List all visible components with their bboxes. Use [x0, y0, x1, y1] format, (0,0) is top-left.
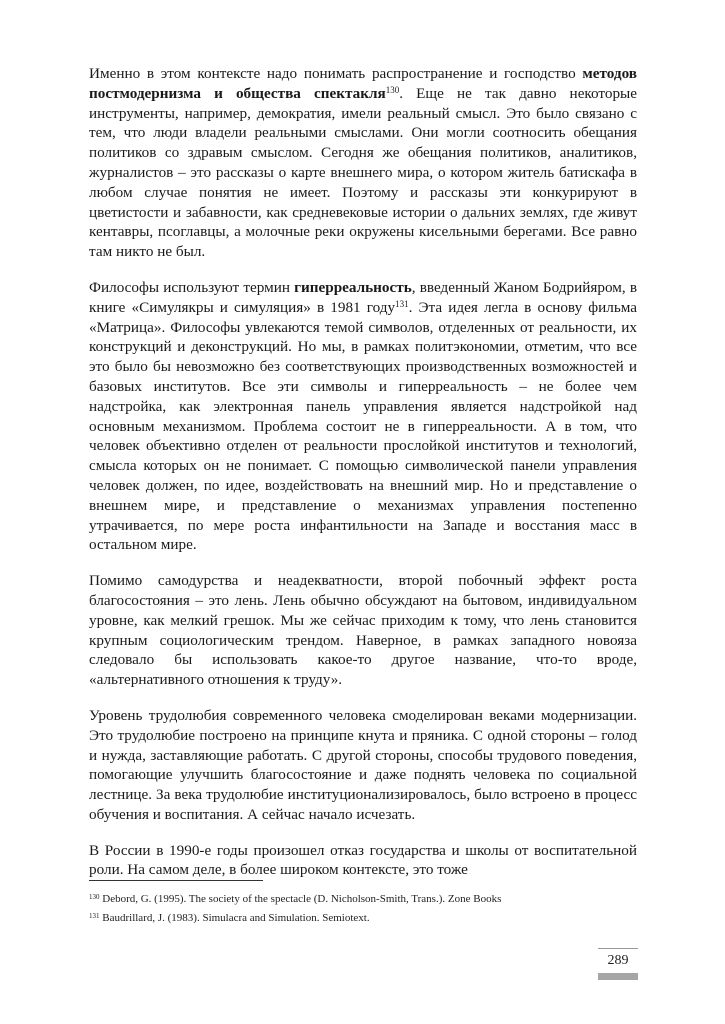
- paragraph-5: В России в 1990-е годы произошел отказ государства и школы от воспитательной роли. На самом деле, в более широком контексте, это тоже: [89, 841, 637, 879]
- footnotes: [89, 890, 637, 928]
- footnote-ref-130[interactable]: 130: [385, 84, 400, 95]
- page-number-rule: [598, 948, 638, 949]
- main-text: [89, 64, 637, 896]
- paragraph-1: Именно в этом контексте надо понимать распространение и господство методов постмодернизма и общества спектакля$^{130}$. Еще не так давно некоторые инструменты, например, демократия, имели реальный смысл. Это было связано с тем, что люди владели реальными смыслами. Они могли соотносить обещания политиков со здравым смыслом. Сегодня же обещания политиков, аналитиков, журналистов – это рассказы о карте внешнего мира, о котором житель батискафа в любом случае понятия не имеет. Поэтому и рассказы эти конкурируют в цветистости и забавности, как средневековые истории о дальних землях, где живут кентавры, псоглавцы, а молочные реки окружены кисельными берегами. Все равно там никто не был.: [89, 65, 637, 261]
- paragraph-4: Уровень трудолюбия современного человека смоделирован веками модернизации. Это трудолюбие построено на принципе кнута и пряника. С одной стороны – голод и нужда, заставляющие работать. С другой стороны, способы трудового поведения, помогающие улучшить благосостояние и даже поднять человека по социальной лестнице. За века трудолюбие институционализировалось, было встроено в процесс обучения и воспитания. А сейчас начало исчезать.: [89, 706, 637, 823]
- footnote-130: $^{130}$ Debord, G. (1995). The society of the spectacle (D. Nicholson-Smith, Trans.). Zone Books: [89, 893, 502, 905]
- page-number: 289: [607, 953, 629, 968]
- footnote-ref-131[interactable]: 131: [395, 298, 409, 309]
- footnote-divider: [89, 880, 263, 881]
- page-number-bar: [598, 973, 638, 980]
- bold-term-postmodernism: методов постмодернизма и общества спектакля: [89, 65, 637, 102]
- paragraph-3: Помимо самодурства и неадекватности, второй побочный эффект роста благосостояния – это лень. Лень обычно обсуждают на бытовом, индивидуальном уровне, как мелкий грешок. Мы же сейчас приходим к тому, что лень становится крупным социологическим трендом. Наверное, в рамках западного новояза следовало бы использовать какое-то другое название, что-то вроде, «альтернативного отношения к труду».: [89, 572, 637, 689]
- paragraph-2: Философы используют термин гиперреальность, введенный Жаном Бодрийяром, в книге «Симулякры и симуляция» в 1981 году$^{131}$. Эта идея легла в основу фильма «Матрица». Философы увлекаются темой символов, отделенных от реальности, их конструкций и деконструкций. Но мы, в рамках политэкономии, отметим, что все это было бы невозможно без соответствующих производственных возможностей и базовых институтов. Все эти символы и гиперреальность – не более чем надстройка, как электронная панель управления является надстройкой над основным механизмом. Проблема состоит не в гиперреальности. А в том, что человек объективно отделен от реальности прослойкой институтов и технологий, смысла которых он не понимает. С помощью символической панели управления человек должен, по идее, воздействовать на внешний мир. Но и представление о внешнем мире, и представление о механизмах управления постепенно утрачивается, по мере роста инфантильности на Западе и восстания масс в остальном мире.: [89, 278, 638, 554]
- footnote-131: $^{131}$ Baudrillard, J. (1983). Simulacra and Simulation. Semiotext.: [89, 912, 370, 924]
- bold-term-hyperreality: гиперреальность: [294, 278, 412, 296]
